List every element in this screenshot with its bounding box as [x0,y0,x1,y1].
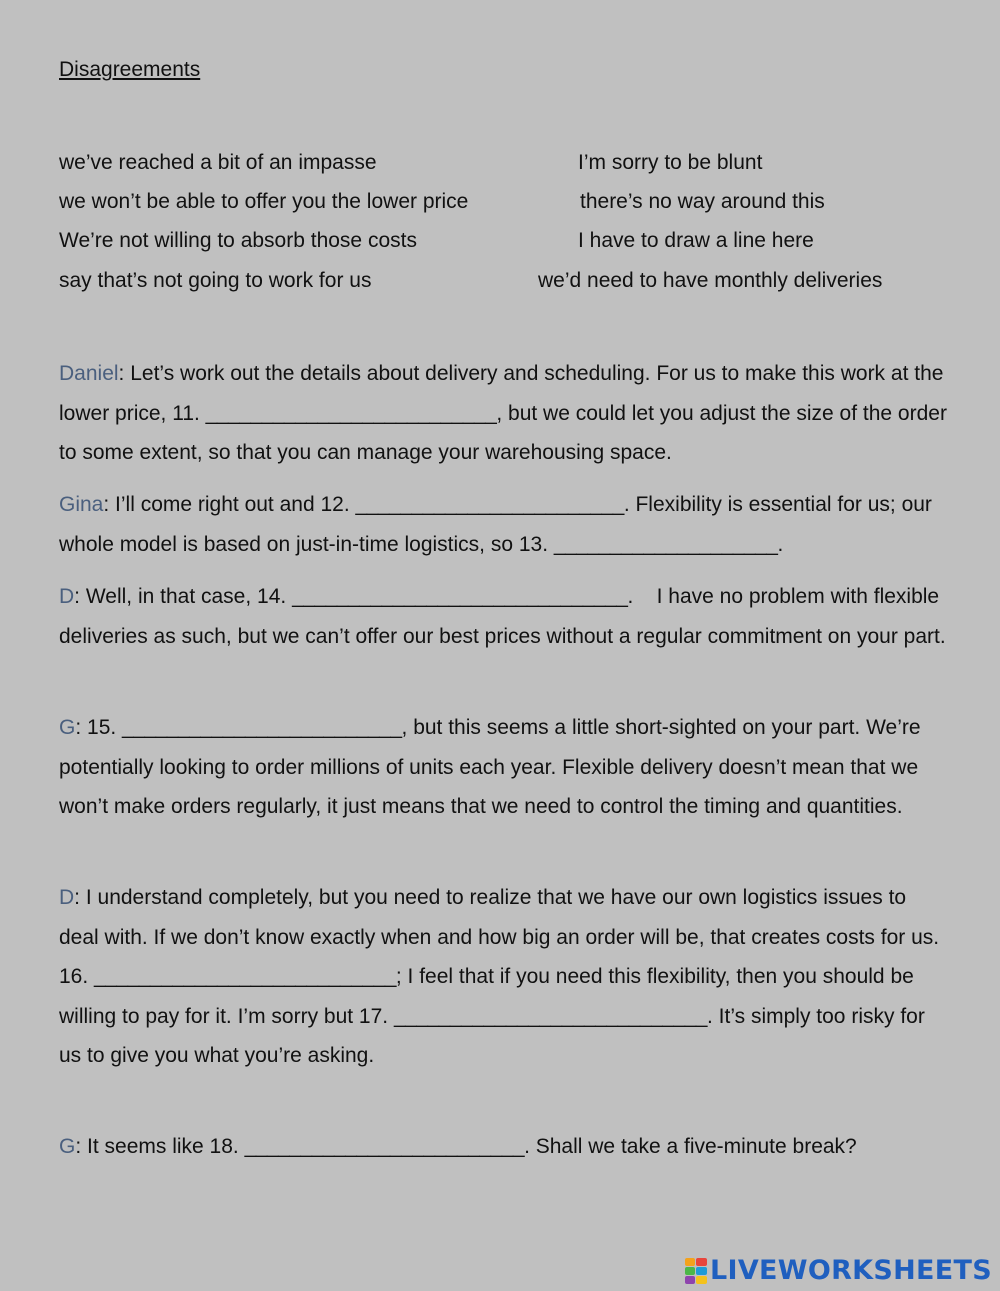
dialogue-text: , but we could let you adjust the size of the order to some extent, so that you can manage your warehousing space. [59,401,947,464]
logo-tile [696,1258,707,1266]
speaker-name: D [59,585,75,608]
dialogue-text: : Well, in that case, 14. [74,585,293,608]
dialogue-text: : I understand completely, but you need to realize that we have our own logistics issues to deal with. If we don’t know exactly when and how big an order will be, that creates costs for us. 16. [59,886,940,988]
dialogue-text: : It seems like 18. [75,1135,245,1158]
answer-blank-14[interactable]: ______________________________ [292,585,628,608]
dialogue-paragraph [59,878,949,1076]
logo-tile [685,1258,696,1266]
dialogue-text: : Let’s work out the details about delivery and scheduling. For us to make this work at the lower price, 11. [59,362,944,425]
dialogue-paragraph [59,354,949,473]
logo-tile [696,1267,707,1275]
logo-tile [685,1267,696,1275]
word-bank-option: we’d need to have monthly deliveries [538,269,883,292]
liveworksheets-logo[interactable] [685,1255,992,1286]
answer-blank-16[interactable]: ___________________________ [94,965,396,988]
answer-blank-18[interactable]: _________________________ [244,1135,525,1158]
word-bank-option: we’ve reached a bit of an impasse [59,151,377,174]
word-bank-option: there’s no way around this [580,190,825,213]
speaker-name: G [59,716,76,739]
dialogue-text: ; I feel that if you need this flexibility, then you should be willing to pay for it. I’m sorry but 17. [59,965,914,1028]
logo-tile [696,1276,707,1284]
dialogue-paragraph [59,577,949,656]
word-bank-option: We’re not willing to absorb those costs [59,229,417,252]
dialogue-paragraph [59,485,949,564]
answer-blank-17[interactable]: ____________________________ [393,1004,707,1028]
answer-blank-15[interactable]: _________________________ [122,716,402,739]
dialogue-text: . Shall we take a five-minute break? [524,1135,857,1158]
speaker-name: G [59,1135,76,1158]
answer-blank-12[interactable]: ________________________ [355,493,624,516]
dialogue-text: . It’s simply too risky for us to give you what you’re asking. [59,1004,925,1067]
word-bank-option: I’m sorry to be blunt [578,151,763,174]
dialogue-text: : I’ll come right out and 12. [103,493,356,516]
logo-text: LIVEWORKSHEETS [709,1255,992,1286]
logo-mark-icon [685,1258,707,1284]
word-bank-option: we won’t be able to offer you the lower price [59,190,469,213]
dialogue-paragraph [59,1127,949,1167]
page-title: Disagreements [59,58,201,81]
dialogue-text: , but this seems a little short-sighted on your part. We’re potentially looking to order millions of units each year. Flexible delivery doesn’t mean that we won’t make orders regularly, it just means that we need to control the timing and quantities. [59,716,921,818]
speaker-name: Gina [59,493,104,516]
answer-blank-13[interactable]: ____________________ [553,532,778,556]
dialogue-paragraph [59,708,949,827]
speaker-name: D [59,886,75,909]
word-bank-option: I have to draw a line here [578,229,814,252]
dialogue-text: . [777,532,784,556]
speaker-name: Daniel [59,362,119,385]
word-bank-option: say that’s not going to work for us [59,269,372,292]
dialogue-text: : 15. [75,716,123,739]
logo-tile [685,1276,696,1284]
dialogue-text: . I have no problem with flexible deliveries as such, but we can’t offer our best prices without a regular commitment on your part. [59,585,946,648]
answer-blank-11[interactable]: __________________________ [205,401,497,425]
dialogue-text: . Flexibility is essential for us; our whole model is based on just-in-time logistics, so 13. [59,493,932,556]
